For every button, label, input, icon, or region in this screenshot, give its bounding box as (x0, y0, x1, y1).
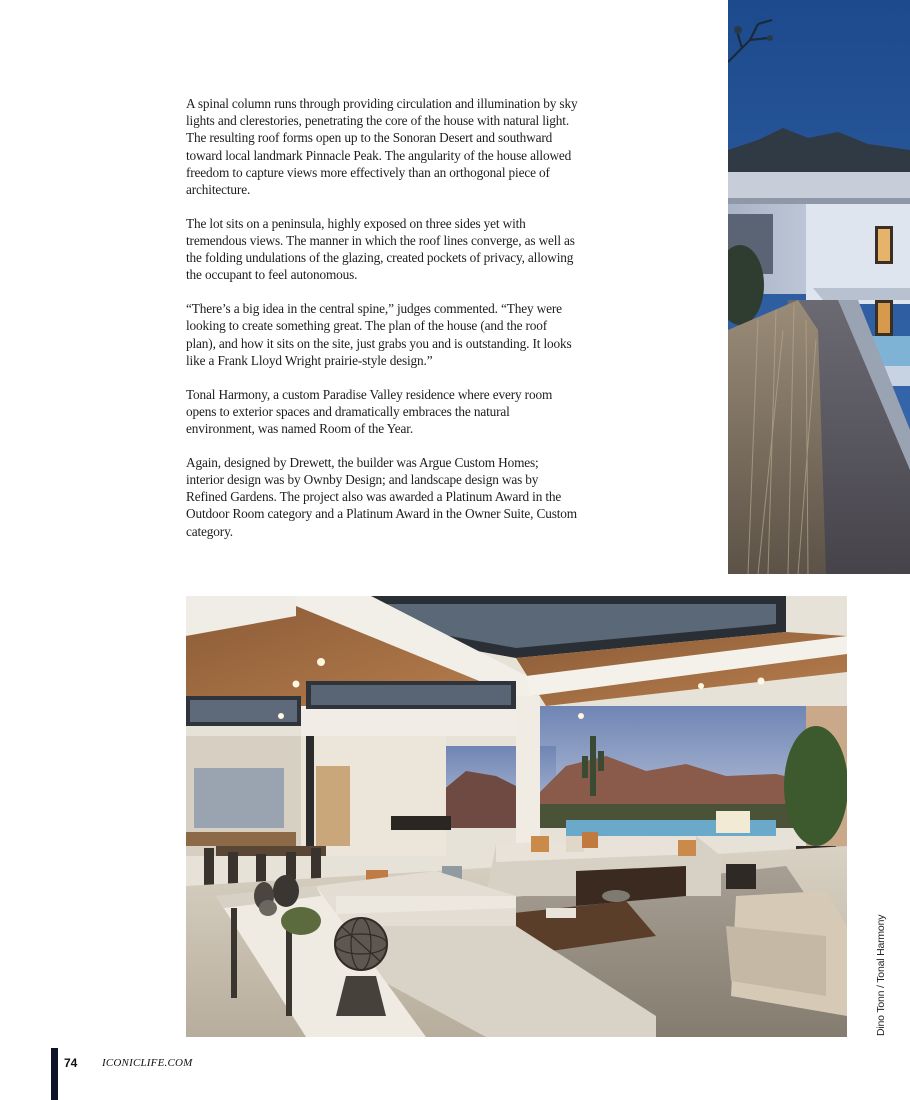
folio-bar (51, 1048, 58, 1100)
article-body (186, 95, 578, 556)
article-paragraph-3: “There’s a big idea in the central spine,” judges commented. “They were looking to create something great. The plan of the house (and the roof plan), and how it sits on the site, just grabs you and is outstanding. It looks like a Frank Lloyd Wright prairie-style design.” (186, 301, 572, 368)
exterior-photo (728, 0, 910, 574)
article-paragraph-2: The lot sits on a peninsula, highly exposed on three sides yet with tremendous views. The manner in which the roof lines converge, as well as the folding undulations of the glazing, created pockets of privacy, allowing the occupant to feel autonomous. (186, 215, 575, 283)
article-paragraph-5: Again, designed by Drewett, the builder was Argue Custom Homes; interior design was by Ownby Design; and landscape design was by Refined Gardens. The project also was awarded a Platinum Award in the Outdoor Room category and a Platinum Award in the Owner Suite, Custom category. (186, 454, 577, 539)
interior-photo (186, 596, 847, 1037)
site-name: ICONICLIFE.COM (102, 1057, 193, 1069)
photo-credit: Dino Tonn / Tonal Harmony (875, 914, 887, 1036)
article-paragraph-4: Tonal Harmony, a custom Paradise Valley residence where every room opens to exterior spaces and dramatically embraces the natural environment, was named Room of the Year. (186, 386, 553, 437)
page-number: 74 (64, 1056, 78, 1070)
article-paragraph-1: A spinal column runs through providing circulation and illumination by sky lights and clerestories, penetrating the core of the house with natural light. The resulting roof forms open up to the Sonoran Desert and southward toward local landmark Pinnacle Peak. The angularity of the house allowed freedom to capture views more effectively than an orthogonal piece of architecture. (186, 96, 578, 198)
